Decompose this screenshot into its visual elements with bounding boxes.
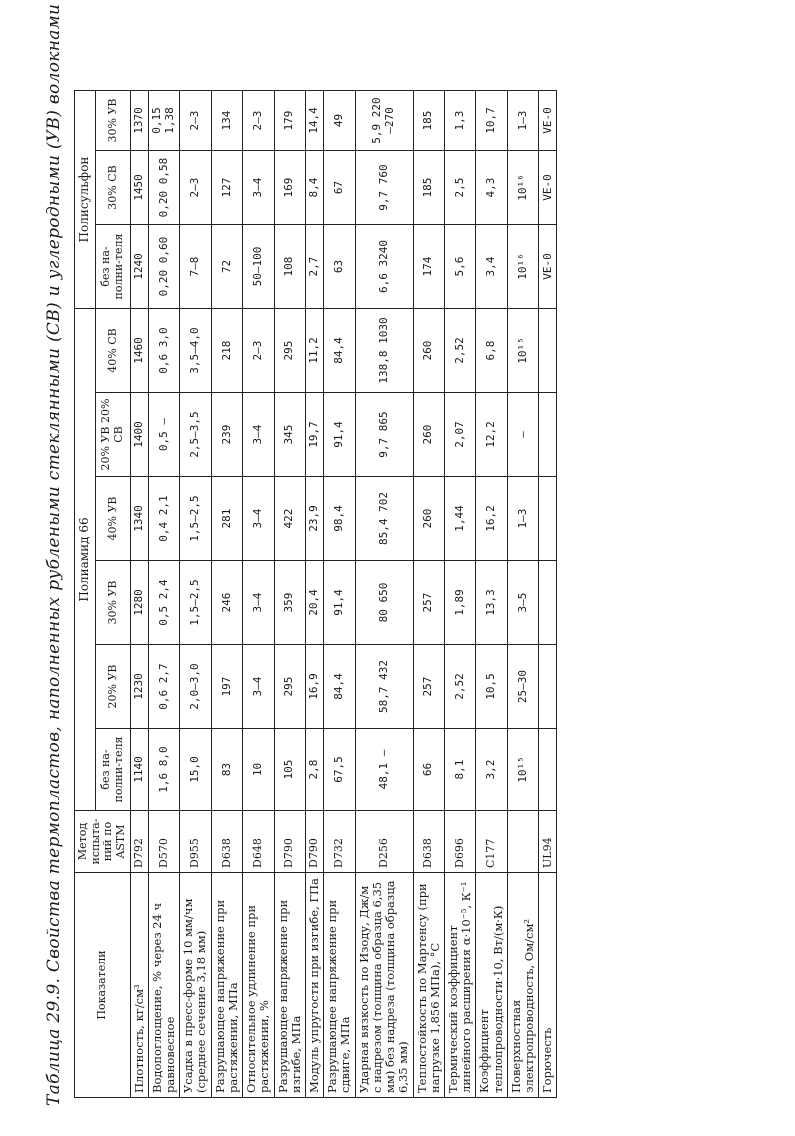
row-value: 8,1 xyxy=(444,729,475,811)
row-indicator: Разрушающее напряжение при изгибе, МПа xyxy=(274,873,305,1098)
row-value: 281 xyxy=(211,477,242,561)
row-value: 1—3 xyxy=(507,477,538,561)
table-row xyxy=(355,91,413,1098)
row-value: 2—3 xyxy=(243,91,274,151)
row-value: 1460 xyxy=(130,309,148,393)
row-indicator: Разрушающее напряжение при сдвиге, МПа xyxy=(324,873,355,1098)
row-value: 295 xyxy=(274,645,305,729)
row-value: 16,2 xyxy=(476,477,507,561)
row-value: 83 xyxy=(211,729,242,811)
col-header: без на-полни-теля xyxy=(96,225,130,309)
row-value: 0,5 2,4 xyxy=(148,561,179,645)
row-value: 5,6 xyxy=(444,225,475,309)
row-value: 72 xyxy=(211,225,242,309)
row-value: 1,3 xyxy=(444,91,475,151)
row-value: 2,52 xyxy=(444,645,475,729)
row-value: 422 xyxy=(274,477,305,561)
row-method: D570 xyxy=(148,811,179,873)
row-value: 134 xyxy=(211,91,242,151)
row-value: 185 xyxy=(413,151,444,225)
table-row xyxy=(305,91,323,1098)
row-value: 84,4 xyxy=(324,645,355,729)
row-value xyxy=(539,729,557,811)
row-value: VE-0 xyxy=(539,91,557,151)
table-row xyxy=(274,91,305,1098)
row-value: 127 xyxy=(211,151,242,225)
row-value: 105 xyxy=(274,729,305,811)
header-polyamide: Полиамид 66 xyxy=(75,309,96,811)
row-value: 197 xyxy=(211,645,242,729)
row-value: 179 xyxy=(274,91,305,151)
row-value: 345 xyxy=(274,393,305,477)
table-row xyxy=(243,91,274,1098)
table-row xyxy=(507,91,538,1098)
row-value: 84,4 xyxy=(324,309,355,393)
row-value: VE-0 xyxy=(539,151,557,225)
row-indicator: Ударная вязкость по Изоду, Дж/м с надрезом (толщина образца 6,35 мм) без надреза (толщина образца 6,35 мм) xyxy=(355,873,413,1098)
row-value: 1,89 xyxy=(444,561,475,645)
table-row xyxy=(539,91,557,1098)
row-value: 1240 xyxy=(130,225,148,309)
row-value: 20,4 xyxy=(305,561,323,645)
row-value xyxy=(539,561,557,645)
row-value: 2—3 xyxy=(243,309,274,393)
row-value: 3—5 xyxy=(507,561,538,645)
row-value: 67,5 xyxy=(324,729,355,811)
header-polysulfone: Полисульфон xyxy=(75,91,96,309)
row-value: 2,7 xyxy=(305,225,323,309)
header-method: Метод испыта-ний по ASTM xyxy=(75,811,131,873)
row-value xyxy=(539,393,557,477)
table-caption: Таблица 29.9. Свойства термопластов, наполненных рублеными стеклянными (СВ) и углеродными (УВ) волокнами xyxy=(44,3,64,1106)
row-value: 63 xyxy=(324,225,355,309)
row-value: 10¹⁶ xyxy=(507,151,538,225)
row-indicator: Плотность, кг/см³ xyxy=(130,873,148,1098)
row-value: 1,5—2,5 xyxy=(180,477,211,561)
table-body xyxy=(130,91,557,1098)
row-value: 3—4 xyxy=(243,477,274,561)
col-header: без на-полни-теля xyxy=(96,729,130,811)
row-value: 13,3 xyxy=(476,561,507,645)
row-value: 169 xyxy=(274,151,305,225)
row-value: 0,20 0,58 xyxy=(148,151,179,225)
row-value: 260 xyxy=(413,393,444,477)
row-method: D638 xyxy=(211,811,242,873)
row-value: 246 xyxy=(211,561,242,645)
row-value: 25—30 xyxy=(507,645,538,729)
row-method: D648 xyxy=(243,811,274,873)
row-value: 3—4 xyxy=(243,561,274,645)
row-value: 3—4 xyxy=(243,645,274,729)
row-value: 9,7 760 xyxy=(355,151,413,225)
row-value: 257 xyxy=(413,645,444,729)
row-method: D696 xyxy=(444,811,475,873)
table-row xyxy=(211,91,242,1098)
row-method: D790 xyxy=(305,811,323,873)
row-value: 49 xyxy=(324,91,355,151)
row-indicator: Коэффициент теплопроводности·10, Вт/(м·К) xyxy=(476,873,507,1098)
row-value: 295 xyxy=(274,309,305,393)
row-value: 10,7 xyxy=(476,91,507,151)
row-value: 218 xyxy=(211,309,242,393)
row-value: 10¹⁵ xyxy=(507,309,538,393)
row-method: D790 xyxy=(274,811,305,873)
row-value: 108 xyxy=(274,225,305,309)
row-value: 7—8 xyxy=(180,225,211,309)
row-value: 257 xyxy=(413,561,444,645)
row-value: — xyxy=(507,393,538,477)
row-method: UL94 xyxy=(539,811,557,873)
row-value: 85,4 702 xyxy=(355,477,413,561)
row-method: D256 xyxy=(355,811,413,873)
row-value: 14,4 xyxy=(305,91,323,151)
row-value: 0,4 2,1 xyxy=(148,477,179,561)
table-row xyxy=(180,91,211,1098)
col-header: 20% УВ xyxy=(96,645,130,729)
row-value: 1—3 xyxy=(507,91,538,151)
row-method: D638 xyxy=(413,811,444,873)
row-value: 0,6 2,7 xyxy=(148,645,179,729)
row-value: 50—100 xyxy=(243,225,274,309)
row-value: 1370 xyxy=(130,91,148,151)
col-header: 30% СВ xyxy=(96,151,130,225)
row-value: 67 xyxy=(324,151,355,225)
row-value xyxy=(539,477,557,561)
row-value: 10¹⁵ xyxy=(507,729,538,811)
col-header: 40% СВ xyxy=(96,309,130,393)
row-value: 80 650 xyxy=(355,561,413,645)
row-value: 19,7 xyxy=(305,393,323,477)
row-indicator: Модуль упругости при изгибе, ГПа xyxy=(305,873,323,1098)
row-value: 2—3 xyxy=(180,151,211,225)
row-value: 66 xyxy=(413,729,444,811)
row-value: 58,7 432 xyxy=(355,645,413,729)
row-value: 0,20 0,60 xyxy=(148,225,179,309)
row-indicator: Термический коэффициент линейного расширения α·10⁻⁵, К⁻¹ xyxy=(444,873,475,1098)
row-value: 2,5—3,5 xyxy=(180,393,211,477)
row-value: 15,0 xyxy=(180,729,211,811)
row-value: 6,8 xyxy=(476,309,507,393)
row-value: 260 xyxy=(413,477,444,561)
row-value: 23,9 xyxy=(305,477,323,561)
row-value: 11,2 xyxy=(305,309,323,393)
row-value: 1450 xyxy=(130,151,148,225)
row-value: 1,44 xyxy=(444,477,475,561)
table-row xyxy=(130,91,148,1098)
row-value: 1400 xyxy=(130,393,148,477)
row-value: 0,5 — xyxy=(148,393,179,477)
row-value: 185 xyxy=(413,91,444,151)
row-value: 1230 xyxy=(130,645,148,729)
row-value: VE-0 xyxy=(539,225,557,309)
row-value: 5,9 220—270 xyxy=(355,91,413,151)
row-value: 3,5—4,0 xyxy=(180,309,211,393)
row-value: 9,7 865 xyxy=(355,393,413,477)
table-row xyxy=(444,91,475,1098)
row-value: 10,5 xyxy=(476,645,507,729)
row-value: 2,07 xyxy=(444,393,475,477)
row-value: 1,6 8,0 xyxy=(148,729,179,811)
table-row xyxy=(413,91,444,1098)
row-indicator: Теплостойкость по Мартенсу (при нагрузке 1,856 МПа), °С xyxy=(413,873,444,1098)
row-indicator: Усадка в пресс-форме 10 мм/чм (среднее сечение 3,18 мм) xyxy=(180,873,211,1098)
row-value: 91,4 xyxy=(324,393,355,477)
row-method: D732 xyxy=(324,811,355,873)
row-value: 2,52 xyxy=(444,309,475,393)
row-value: 98,4 xyxy=(324,477,355,561)
row-value: 0,15 1,38 xyxy=(148,91,179,151)
row-value: 3—4 xyxy=(243,151,274,225)
row-indicator: Относительное удлинение при растяжении, % xyxy=(243,873,274,1098)
row-value: 4,3 xyxy=(476,151,507,225)
row-value: 48,1 — xyxy=(355,729,413,811)
properties-table xyxy=(74,90,557,1098)
row-indicator: Водопоглощение, % через 24 ч равновесное xyxy=(148,873,179,1098)
row-value: 1140 xyxy=(130,729,148,811)
row-value: 1,5—2,5 xyxy=(180,561,211,645)
row-value: 1280 xyxy=(130,561,148,645)
row-method xyxy=(507,811,538,873)
table-row xyxy=(324,91,355,1098)
row-value: 16,9 xyxy=(305,645,323,729)
header-row-groups xyxy=(75,91,96,1098)
row-value: 2—3 xyxy=(180,91,211,151)
row-value: 239 xyxy=(211,393,242,477)
col-header: 20% УВ 20% СВ xyxy=(96,393,130,477)
row-value: 1340 xyxy=(130,477,148,561)
row-value: 138,8 1030 xyxy=(355,309,413,393)
row-value: 12,2 xyxy=(476,393,507,477)
table-row xyxy=(476,91,507,1098)
row-method: D792 xyxy=(130,811,148,873)
row-value xyxy=(539,309,557,393)
row-value: 10¹⁶ xyxy=(507,225,538,309)
row-value: 10 xyxy=(243,729,274,811)
row-value: 3,2 xyxy=(476,729,507,811)
row-method: C177 xyxy=(476,811,507,873)
row-value: 3,4 xyxy=(476,225,507,309)
row-value: 2,5 xyxy=(444,151,475,225)
row-value: 260 xyxy=(413,309,444,393)
row-indicator: Поверхностная электропроводность, Ом/см² xyxy=(507,873,538,1098)
row-value: 174 xyxy=(413,225,444,309)
header-indicator: Показатели xyxy=(75,873,131,1098)
row-indicator: Разрушающее напряжение при растяжении, МПа xyxy=(211,873,242,1098)
row-value: 2,8 xyxy=(305,729,323,811)
row-value: 8,4 xyxy=(305,151,323,225)
col-header: 40% УВ xyxy=(96,477,130,561)
row-value: 3—4 xyxy=(243,393,274,477)
row-indicator: Горючесть xyxy=(539,873,557,1098)
row-value: 0,6 3,0 xyxy=(148,309,179,393)
table-row xyxy=(148,91,179,1098)
row-method: D955 xyxy=(180,811,211,873)
row-value: 91,4 xyxy=(324,561,355,645)
row-value: 2,0—3,0 xyxy=(180,645,211,729)
col-header: 30% УВ xyxy=(96,561,130,645)
row-value: 6,6 3240 xyxy=(355,225,413,309)
row-value: 359 xyxy=(274,561,305,645)
col-header: 30% УВ xyxy=(96,91,130,151)
row-value xyxy=(539,645,557,729)
